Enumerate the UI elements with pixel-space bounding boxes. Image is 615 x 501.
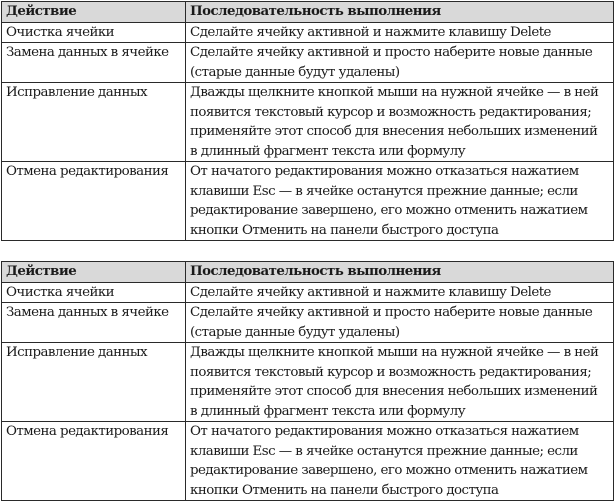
- text-line: в длинный фрагмент текста или формулу: [190, 403, 466, 419]
- text-line: Сделайте ячейку активной и нажмите клавишу Delete: [190, 284, 551, 300]
- table-row: [2, 22, 614, 43]
- text-line: появится текстовый курсор и возможность редактирования;: [190, 104, 592, 120]
- table-header-row: [2, 262, 614, 283]
- editing-actions-table: [1, 1, 614, 241]
- table-row: [2, 343, 614, 422]
- row-sequence-text: [186, 22, 614, 43]
- table-row: [2, 162, 614, 241]
- text-line: Сделайте ячейку активной и просто наберите новые данные: [190, 305, 593, 320]
- row-action-label: Исправление данных: [2, 343, 186, 422]
- text-line: в длинный фрагмент текста или формулу: [190, 143, 466, 159]
- row-sequence-text: [186, 162, 614, 241]
- text-line: Сделайте ячейку активной и нажмите клавишу Delete: [190, 24, 551, 40]
- row-sequence-text: [186, 83, 614, 162]
- text-line: применяйте этот способ для внесения небольших изменений: [190, 124, 598, 139]
- table-row: [2, 422, 614, 501]
- text-line: (старые данные будут удалены): [190, 64, 400, 80]
- text-line: От начатого редактирования можно отказаться нажатием: [190, 164, 579, 179]
- table-row: [2, 282, 614, 303]
- table-row: [2, 303, 614, 343]
- text-line: Сделайте ячейку активной и просто наберите новые данные: [190, 45, 593, 60]
- row-sequence-text: [186, 282, 614, 303]
- table-header-row: [2, 2, 614, 23]
- text-line: редактирование завершено, его можно отменить нажатием: [190, 203, 588, 218]
- header-sequence: Последовательность выполнения: [186, 262, 614, 283]
- header-sequence: Последовательность выполнения: [186, 2, 614, 23]
- text-line: (старые данные будут удалены): [190, 324, 400, 340]
- table-row: [2, 43, 614, 83]
- row-action-label: Исправление данных: [2, 83, 186, 162]
- row-sequence-text: [186, 343, 614, 422]
- text-line: кнопки Отменить на панели быстрого доступа: [190, 222, 499, 238]
- row-action-label: Замена данных в ячейке: [2, 303, 186, 343]
- text-line: клавиши Esc — в ячейке останутся прежние данные; если: [190, 183, 578, 199]
- row-action-label: Замена данных в ячейке: [2, 43, 186, 83]
- row-action-label: Очистка ячейки: [2, 282, 186, 303]
- text-line: появится текстовый курсор и возможность редактирования;: [190, 364, 592, 380]
- row-sequence-text: [186, 303, 614, 343]
- text-line: применяйте этот способ для внесения небольших изменений: [190, 384, 598, 399]
- text-line: кнопки Отменить на панели быстрого доступа: [190, 482, 499, 498]
- row-action-label: Отмена редактирования: [2, 422, 186, 501]
- text-line: Дважды щелкните кнопкой мыши на нужной ячейке — в ней: [190, 85, 599, 100]
- header-action: Действие: [2, 2, 186, 23]
- table-row: [2, 83, 614, 162]
- row-sequence-text: [186, 422, 614, 501]
- row-sequence-text: [186, 43, 614, 83]
- header-action: Действие: [2, 262, 186, 283]
- text-line: редактирование завершено, его можно отменить нажатием: [190, 463, 588, 478]
- text-line: Дважды щелкните кнопкой мыши на нужной ячейке — в ней: [190, 345, 599, 360]
- editing-actions-table: [1, 261, 614, 501]
- text-line: От начатого редактирования можно отказаться нажатием: [190, 424, 579, 439]
- row-action-label: Отмена редактирования: [2, 162, 186, 241]
- text-line: клавиши Esc — в ячейке останутся прежние данные; если: [190, 443, 578, 459]
- row-action-label: Очистка ячейки: [2, 22, 186, 43]
